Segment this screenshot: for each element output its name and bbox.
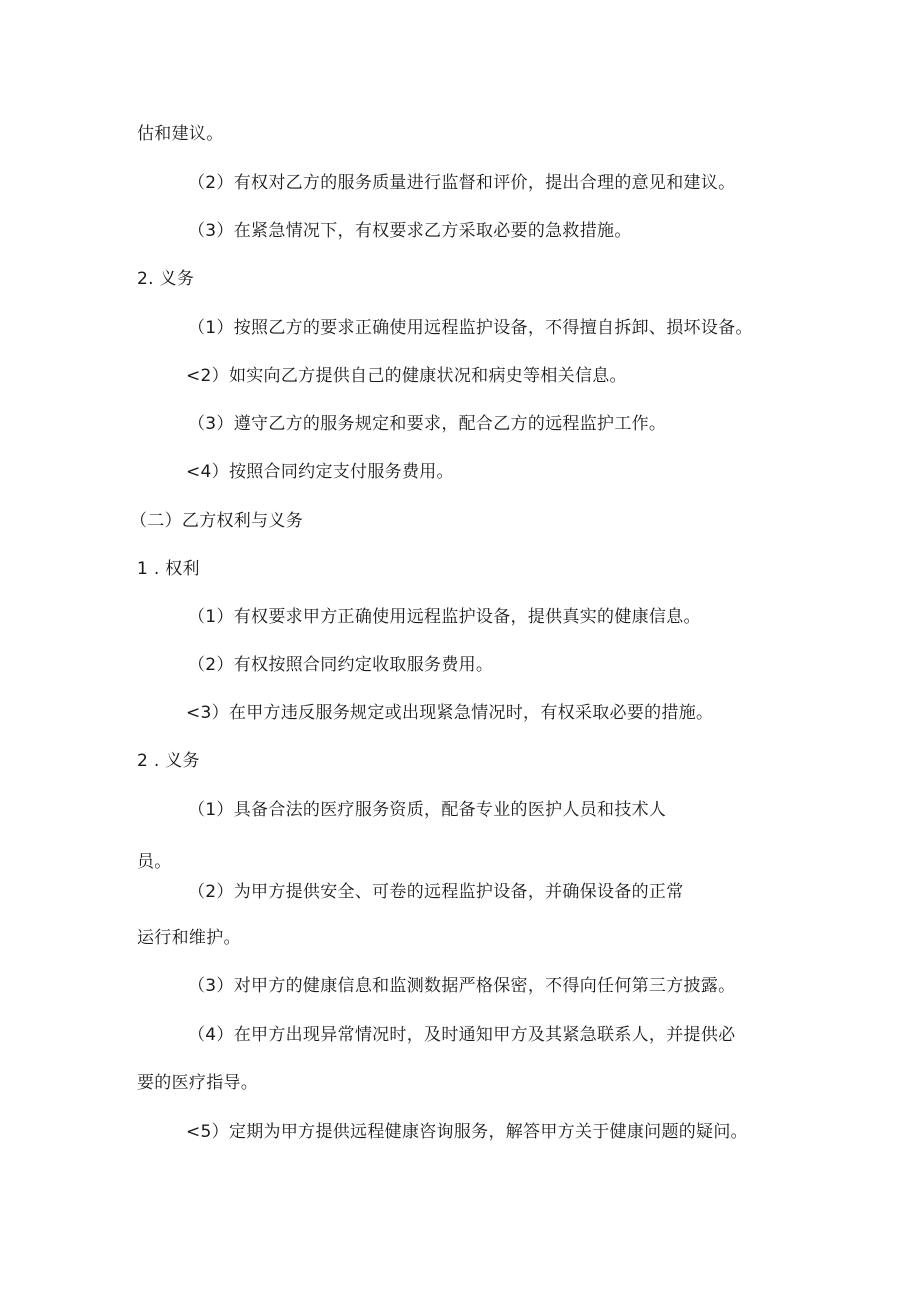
- text-line-continuation: 估和建议。: [137, 124, 224, 144]
- text-line-item: （1）具备合法的医疗服务资质，配备专业的医护人员和技术人: [188, 800, 667, 820]
- text-line-continuation: 要的医疗指导。: [137, 1073, 259, 1093]
- text-line-item: <3）在甲方违反服务规定或出现紧急情况时，有权采取必要的措施。: [186, 703, 714, 723]
- text-line-item: （3）遵守乙方的服务规定和要求，配合乙方的远程监护工作。: [188, 414, 667, 434]
- text-line-item: <5）定期为甲方提供远程健康咨询服务，解答甲方关于健康问题的疑问。: [186, 1122, 748, 1142]
- text-line-item: （1）按照乙方的要求正确使用远程监护设备，不得擅自拆卸、损坏设备。: [188, 318, 753, 338]
- section-heading-obligations: 2 . 义务: [137, 751, 200, 771]
- text-line-item: （3）对甲方的健康信息和监测数据严格保密，不得向任何第三方披露。: [188, 976, 736, 996]
- section-heading-party-b: （二）乙方权利与义务: [130, 511, 303, 531]
- text-line-item: <2）如实向乙方提供自己的健康状况和病史等相关信息。: [186, 366, 627, 386]
- text-line-continuation: 运行和维护。: [137, 928, 241, 948]
- text-line-item: （2）有权按照合同约定收取服务费用。: [188, 655, 494, 675]
- text-line-item: <4）按照合同约定支付服务费用。: [186, 462, 454, 482]
- text-line-item: （2）为甲方提供安全、可卷的远程监护设备，并确保设备的正常: [188, 882, 684, 902]
- text-line-item: （4）在甲方出现异常情况时，及时通知甲方及其紧急联系人，并提供必: [188, 1025, 736, 1045]
- section-heading-rights: 1 . 权利: [137, 559, 200, 579]
- text-line-item: （3）在紧急情况下，有权要求乙方采取必要的急救措施。: [188, 221, 632, 241]
- section-heading-obligations: 2. 义务: [137, 269, 195, 289]
- text-line-item: （2）有权对乙方的服务质量进行监督和评价，提出合理的意见和建议。: [188, 173, 736, 193]
- text-line-continuation: 员。: [137, 852, 172, 872]
- text-line-item: （1）有权要求甲方正确使用远程监护设备，提供真实的健康信息。: [188, 607, 701, 627]
